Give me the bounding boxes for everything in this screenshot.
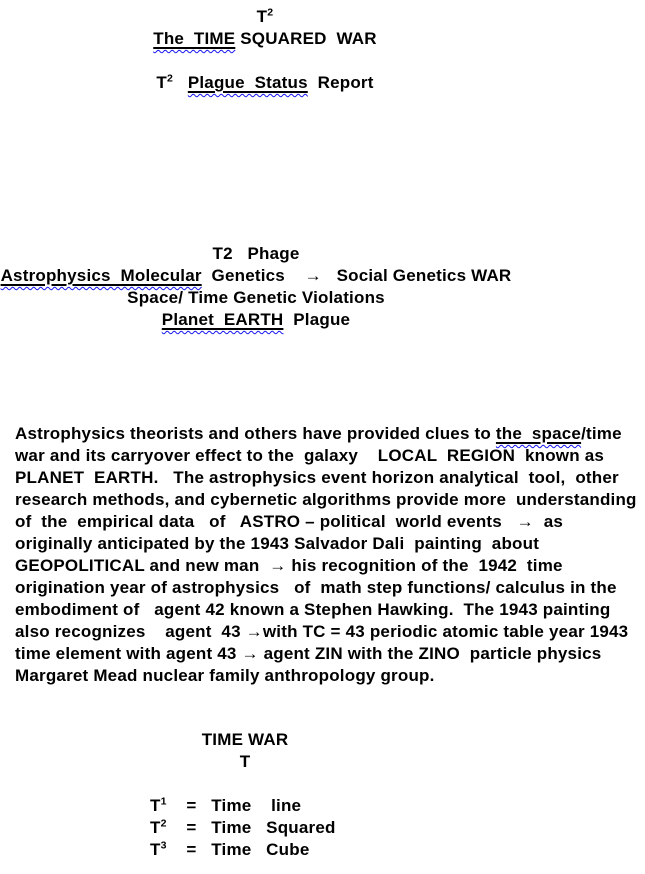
underlined-phrase bbox=[162, 310, 284, 329]
text-line bbox=[15, 621, 645, 643]
underlined-phrase bbox=[496, 424, 581, 443]
spellcheck-squiggle-text: The TIME bbox=[153, 29, 236, 48]
text-segment: T2 Phage bbox=[212, 244, 300, 263]
text-line bbox=[0, 751, 490, 773]
title-block bbox=[0, 0, 530, 94]
text-segment: of the empirical data of ASTRO – political world events → as bbox=[15, 512, 564, 531]
text-segment: origination year of astrophysics of math step functions/ calculus in the bbox=[15, 578, 617, 597]
underlined-phrase bbox=[1, 266, 202, 285]
text-segment: Space/ Time Genetic Violations bbox=[127, 288, 385, 307]
text-line bbox=[150, 839, 645, 861]
text-segment: TIME WAR bbox=[201, 730, 289, 749]
text-line bbox=[150, 817, 645, 839]
text-line bbox=[0, 50, 530, 72]
text-segment: Report bbox=[307, 73, 374, 92]
superscript-text: 1 bbox=[160, 795, 167, 808]
text-segment bbox=[173, 73, 188, 92]
time-definitions-list bbox=[150, 795, 645, 861]
text-line bbox=[15, 489, 645, 511]
underlined-phrase bbox=[153, 29, 235, 48]
spellcheck-squiggle-text: the space bbox=[495, 424, 582, 443]
text-segment: Astrophysics theorists and others have provided clues to bbox=[15, 424, 496, 443]
text-segment: PLANET EARTH. The astrophysics event horizon analytical tool, other bbox=[15, 468, 619, 487]
text-segment: research methods, and cybernetic algorithms provide more understanding bbox=[15, 490, 637, 509]
text-segment: time element with agent 43 → agent ZIN with the ZINO particle physics bbox=[15, 644, 602, 663]
text-segment: GEOPOLITICAL and new man → his recognition of the 1942 time bbox=[15, 556, 563, 575]
text-segment: Genetics → Social Genetics WAR bbox=[201, 266, 512, 285]
text-segment: war and its carryover effect to the galaxy LOCAL REGION known as bbox=[15, 446, 605, 465]
spellcheck-squiggle-text: Astrophysics Molecular bbox=[0, 266, 202, 285]
text-segment: T bbox=[156, 73, 167, 92]
text-segment: originally anticipated by the 1943 Salvador Dali painting about bbox=[15, 534, 540, 553]
text-segment: T bbox=[256, 7, 268, 26]
text-line bbox=[15, 445, 645, 467]
text-line bbox=[0, 729, 490, 751]
time-war-heading bbox=[0, 729, 490, 773]
text-line bbox=[0, 309, 512, 331]
text-segment: = Time Squared bbox=[166, 818, 336, 837]
text-line bbox=[15, 599, 645, 621]
text-line bbox=[15, 643, 645, 665]
text-segment: T bbox=[239, 752, 251, 771]
text-line bbox=[0, 287, 512, 309]
text-segment: Plague bbox=[283, 310, 351, 329]
text-segment: T bbox=[150, 840, 161, 859]
text-line bbox=[150, 795, 645, 817]
text-line bbox=[0, 72, 530, 94]
text-line bbox=[15, 533, 645, 555]
text-segment: Margaret Mead nuclear family anthropology group. bbox=[15, 666, 435, 685]
text-segment: /time bbox=[581, 424, 622, 443]
text-segment: also recognizes agent 43 →with TC = 43 periodic atomic table year 1943 bbox=[15, 622, 629, 641]
text-line bbox=[15, 665, 645, 687]
text-segment: SQUARED WAR bbox=[235, 29, 377, 48]
text-line bbox=[0, 6, 530, 28]
text-line bbox=[0, 243, 512, 265]
superscript-text: 3 bbox=[160, 839, 167, 852]
text-segment: = Time Cube bbox=[166, 840, 310, 859]
text-line bbox=[15, 467, 645, 489]
text-line bbox=[15, 577, 645, 599]
text-segment: = Time line bbox=[166, 796, 302, 815]
spellcheck-squiggle-text: Plague Status bbox=[187, 73, 308, 92]
text-line bbox=[15, 511, 645, 533]
underlined-phrase bbox=[188, 73, 308, 92]
phage-heading-block bbox=[0, 243, 512, 331]
text-line bbox=[15, 423, 645, 445]
text-line bbox=[0, 28, 530, 50]
superscript-text: 2 bbox=[267, 6, 274, 19]
text-segment: T bbox=[150, 796, 161, 815]
text-line bbox=[0, 265, 512, 287]
spellcheck-squiggle-text: Planet EARTH bbox=[161, 310, 284, 329]
text-line bbox=[15, 555, 645, 577]
text-segment: embodiment of agent 42 known a Stephen Hawking. The 1943 painting bbox=[15, 600, 611, 619]
text-segment: T bbox=[150, 818, 161, 837]
superscript-text: 2 bbox=[166, 72, 174, 85]
body-paragraph bbox=[15, 423, 645, 687]
superscript-text: 2 bbox=[160, 817, 167, 830]
